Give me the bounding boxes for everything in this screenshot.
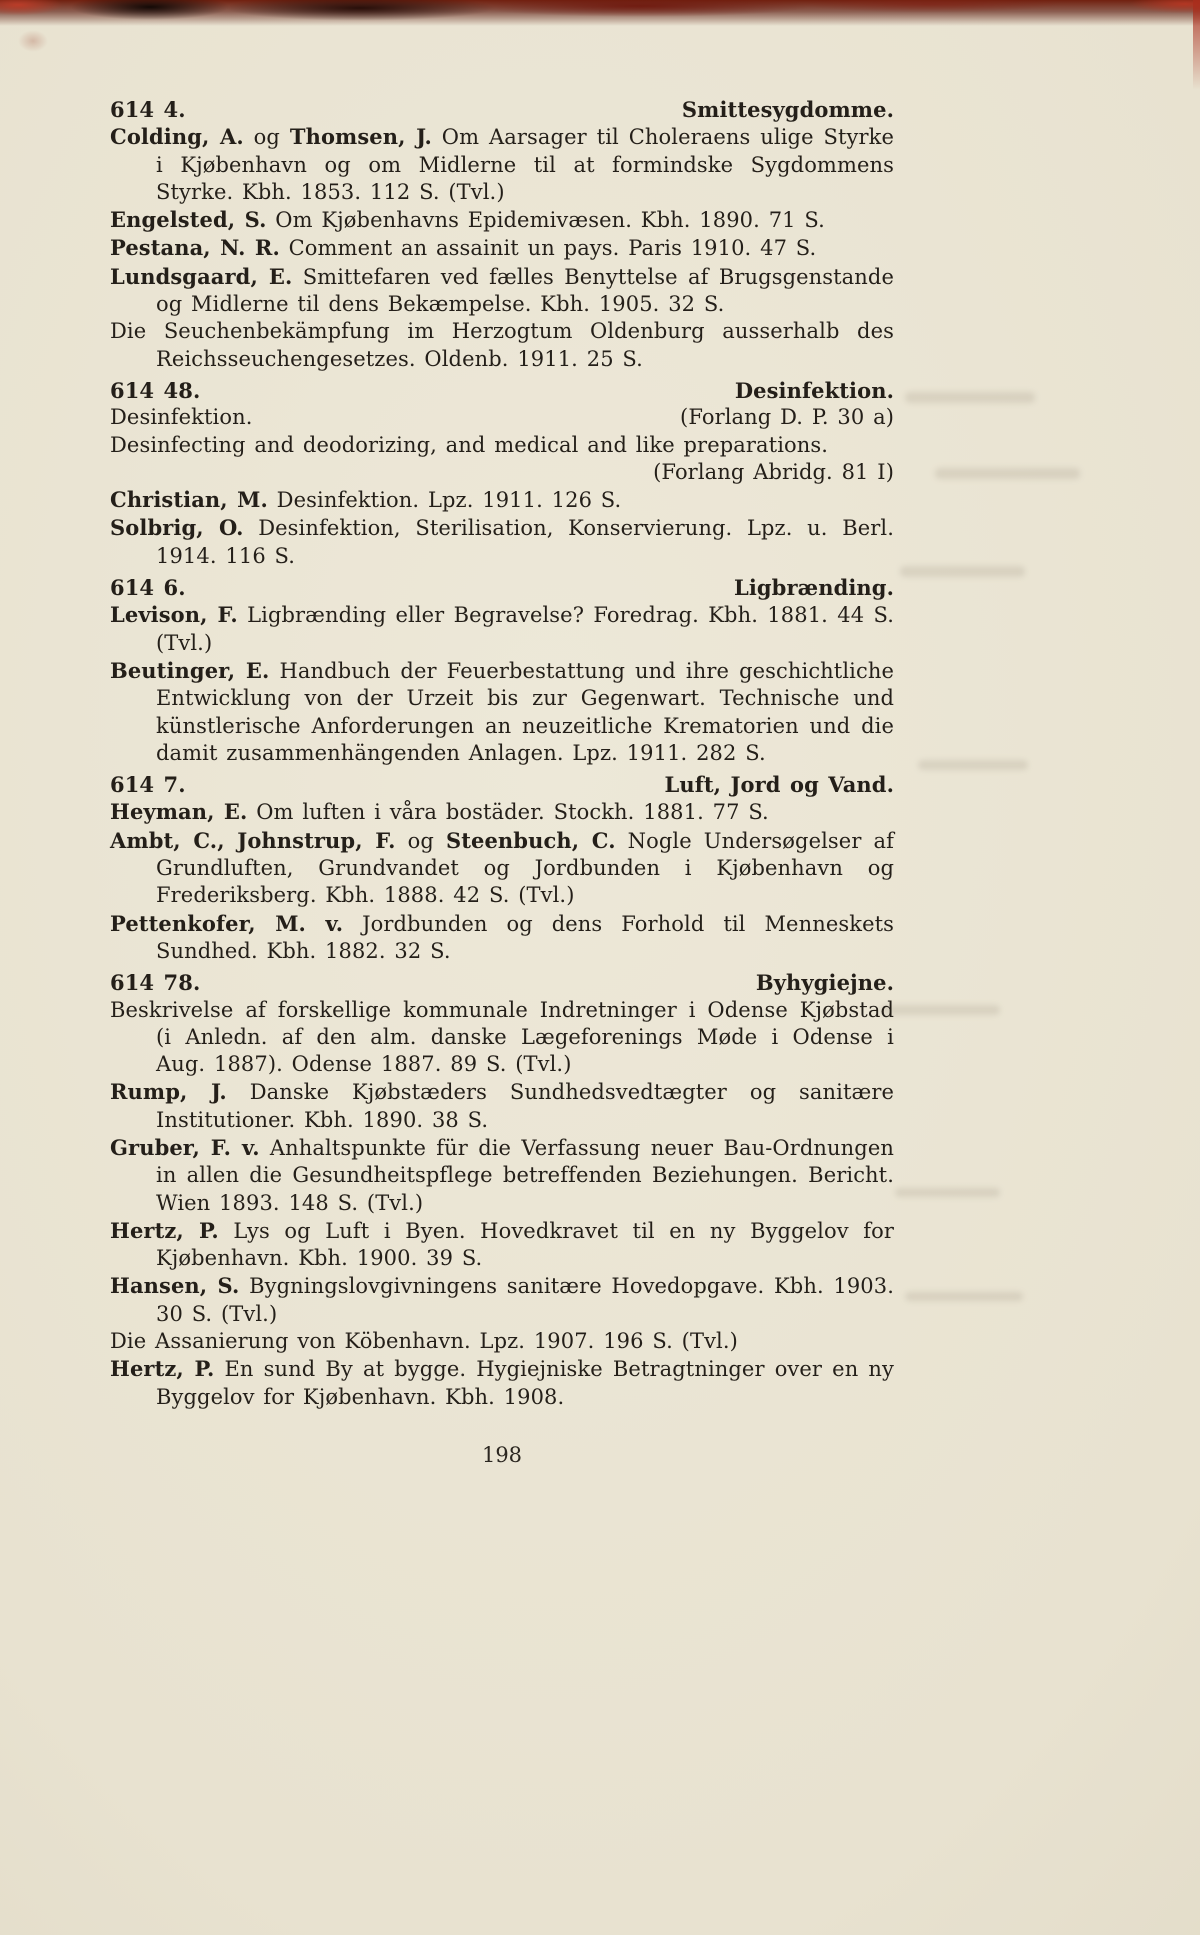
entry-text bbox=[110, 603, 894, 654]
entry-fragment: Lys og Luft i Byen. Hovedkravet til en ny Byggelov for Kjøbenhavn. Kbh. 1900. 39 S. bbox=[156, 1218, 894, 1271]
bibliography-entry bbox=[110, 1272, 894, 1328]
bibliography-entry bbox=[110, 1217, 894, 1273]
entry-text bbox=[110, 1274, 894, 1325]
author-name: Ambt, C., Johnstrup, F. bbox=[110, 827, 396, 853]
entry-text bbox=[110, 912, 894, 963]
entry-fragment: Desinfecting and deodorizing, and medical and like preparations. bbox=[110, 432, 829, 457]
bibliography-entry bbox=[110, 206, 894, 234]
entry-text bbox=[110, 404, 253, 431]
author-name: Lundsgaard, E. bbox=[110, 263, 293, 289]
entry-text bbox=[110, 236, 816, 260]
section-code: 614 7. bbox=[110, 772, 186, 798]
entry-text bbox=[110, 659, 894, 765]
ink-bleed-artifact bbox=[935, 468, 1080, 479]
section-header bbox=[110, 771, 894, 798]
entry-text bbox=[110, 208, 825, 232]
entry-text bbox=[110, 488, 621, 512]
section-code: 614 4. bbox=[110, 97, 186, 122]
entry-fragment: Die Seuchenbekämpfung im Herzogtum Oldenburg ausserhalb des Reichsseuchengesetzes. Oldenb. 1911. 25 S. bbox=[110, 319, 894, 371]
entry-fragment: Smittefaren ved fælles Benyttelse af Brugsgenstande og Midlerne til dens Bekæmpelse. Kbh. 1905. 32 S. bbox=[156, 264, 894, 317]
classification-section bbox=[110, 969, 894, 1411]
entry-fragment: Handbuch der Feuerbestattung und ihre geschichtliche Entwicklung von der Urzeit bis zur Gegenwart. Technische und künstlerische Anforderungen an neuzeitliche Krematorien und die damit zusammenhängenden Anlagen. Lpz. 1911. 282 S. bbox=[156, 658, 894, 765]
entry-fragment: Beskrivelse af forskellige kommunale Indretninger i Odense Kjøbstad (i Anledn. af den alm. danske Lægeforenings Møde i Odense i Aug. 1887). Odense 1887. 89 S. (Tvl.) bbox=[110, 997, 894, 1077]
bibliography-entry bbox=[110, 404, 894, 431]
entry-fragment: Om luften i våra bostäder. Stockh. 1881. 77 S. bbox=[247, 800, 769, 825]
entry-text bbox=[110, 800, 769, 824]
entry-text bbox=[110, 1357, 894, 1408]
author-name: Thomsen, J. bbox=[289, 124, 432, 150]
section-header bbox=[110, 969, 894, 996]
entry-text bbox=[110, 1329, 738, 1353]
bibliography-entry bbox=[110, 263, 894, 319]
page-number: 198 bbox=[481, 1443, 523, 1467]
entry-fragment: Desinfektion. Lpz. 1911. 126 S. bbox=[267, 488, 622, 513]
section-header bbox=[110, 377, 894, 404]
entry-fragment: Desinfektion. bbox=[110, 405, 253, 430]
catalog-note: (Forlang Abridg. 81 I) bbox=[653, 459, 894, 484]
ink-bleed-artifact bbox=[895, 1188, 1000, 1197]
entry-fragment: og bbox=[243, 125, 290, 150]
classification-section bbox=[110, 771, 894, 965]
bibliography-entry bbox=[110, 514, 894, 570]
entry-fragment: Ligbrænding eller Begravelse? Foredrag. Kbh. 1881. 44 S. (Tvl.) bbox=[156, 603, 895, 655]
author-name: Levison, F. bbox=[110, 602, 238, 628]
author-name: Rump, J. bbox=[110, 1079, 227, 1105]
section-heading: Smittesygdomme. bbox=[681, 97, 894, 122]
ink-bleed-artifact bbox=[905, 392, 1035, 403]
author-name: Colding, A. bbox=[110, 124, 244, 150]
bibliography-entry bbox=[110, 1328, 894, 1355]
ink-bleed-artifact bbox=[900, 566, 1025, 577]
entry-text bbox=[110, 998, 894, 1077]
ink-bleed-artifact bbox=[905, 1292, 1023, 1301]
bibliography-entry bbox=[110, 798, 894, 826]
bibliography-entry bbox=[110, 910, 894, 966]
section-heading: Luft, Jord og Vand. bbox=[664, 772, 894, 798]
entry-fragment: Die Assanierung von Köbenhavn. Lpz. 1907. 196 S. (Tvl.) bbox=[110, 1329, 738, 1354]
author-name: Engelsted, S. bbox=[110, 207, 267, 233]
section-code: 614 78. bbox=[110, 970, 201, 996]
classification-section bbox=[110, 574, 894, 767]
author-name: Hansen, S. bbox=[110, 1273, 240, 1299]
bibliography-entry bbox=[110, 432, 894, 487]
section-heading: Ligbrænding. bbox=[733, 575, 894, 601]
entry-text bbox=[110, 1219, 894, 1270]
section-header bbox=[110, 96, 894, 123]
bibliography-content bbox=[110, 96, 894, 1411]
section-heading: Byhygiejne. bbox=[755, 970, 894, 996]
bibliography-entry bbox=[110, 827, 894, 910]
entry-fragment: Desinfektion, Sterilisation, Konservierung. Lpz. u. Berl. 1914. 116 S. bbox=[156, 516, 894, 568]
scan-smudge-artifact bbox=[18, 30, 48, 52]
section-header bbox=[110, 574, 894, 601]
entry-fragment: og bbox=[395, 828, 446, 853]
author-name: Steenbuch, C. bbox=[445, 827, 616, 853]
author-name: Beutinger, E. bbox=[110, 657, 270, 683]
bibliography-entry bbox=[110, 123, 894, 206]
section-code: 614 48. bbox=[110, 377, 201, 403]
bibliography-entry bbox=[110, 1134, 894, 1217]
entry-fragment: Comment an assainit un pays. Paris 1910. 47 S. bbox=[279, 236, 817, 261]
author-name: Hertz, P. bbox=[110, 1356, 215, 1382]
author-name: Pettenkofer, M. v. bbox=[110, 910, 344, 936]
classification-section bbox=[110, 377, 894, 570]
entry-text bbox=[110, 125, 894, 204]
author-name: Gruber, F. v. bbox=[110, 1134, 260, 1160]
entry-fragment: Anhaltspunkte für die Verfassung neuer Bau-Ordnungen in allen die Gesundheitspflege betreffenden Beziehungen. Bericht. Wien 1893. 148 S. (Tvl.) bbox=[156, 1135, 894, 1215]
section-code: 614 6. bbox=[110, 575, 186, 601]
bibliography-entry bbox=[110, 1078, 894, 1134]
ink-bleed-artifact bbox=[880, 1005, 1000, 1015]
entry-text bbox=[110, 1136, 894, 1215]
bibliography-entry bbox=[110, 1355, 894, 1411]
scan-right-edge-artifact bbox=[1193, 0, 1200, 90]
catalog-note: (Forlang D. P. 30 a) bbox=[680, 405, 894, 430]
entry-fragment: Nogle Undersøgelser af Grundluften, Grundvandet og Jordbunden i Kjøbenhavn og Frederiksberg. Kbh. 1888. 42 S. (Tvl.) bbox=[156, 828, 894, 908]
bibliography-entry bbox=[110, 318, 894, 373]
entry-fragment: Om Kjøbenhavns Epidemivæsen. Kbh. 1890. 71 S. bbox=[266, 208, 825, 233]
author-name: Pestana, N. R. bbox=[110, 235, 280, 261]
bibliography-entry bbox=[110, 601, 894, 657]
author-name: Heyman, E. bbox=[110, 799, 248, 825]
classification-section bbox=[110, 96, 894, 373]
entry-text bbox=[110, 433, 828, 457]
entry-text bbox=[110, 516, 894, 567]
entry-fragment: Bygningslovgivningens sanitære Hovedopgave. Kbh. 1903. 30 S. (Tvl.) bbox=[156, 1274, 894, 1326]
entry-text bbox=[110, 319, 894, 370]
entry-text bbox=[110, 1080, 894, 1131]
entry-fragment: Jordbunden og dens Forhold til Menneskets Sundhed. Kbh. 1882. 32 S. bbox=[156, 911, 895, 963]
scan-top-edge-artifact bbox=[0, 0, 1200, 26]
entry-fragment: En sund By at bygge. Hygiejniske Betragtninger over en ny Byggelov for Kjøbenhavn. Kbh. 1908. bbox=[156, 1357, 895, 1409]
entry-fragment: Danske Kjøbstæders Sundhedsvedtægter og sanitære Institutioner. Kbh. 1890. 38 S. bbox=[156, 1080, 895, 1132]
bibliography-entry bbox=[110, 657, 894, 767]
bibliography-entry bbox=[110, 234, 894, 262]
bibliography-entry bbox=[110, 486, 894, 514]
entry-text bbox=[110, 829, 894, 908]
entry-fragment: Om Aarsager til Choleraens ulige Styrke i Kjøbenhavn og om Midlerne til at formindske Sygdommens Styrke. Kbh. 1853. 112 S. (Tvl.) bbox=[156, 125, 895, 204]
author-name: Solbrig, O. bbox=[110, 515, 244, 541]
author-name: Christian, M. bbox=[110, 487, 268, 513]
bibliography-entry bbox=[110, 997, 894, 1079]
entry-text bbox=[110, 265, 894, 316]
author-name: Hertz, P. bbox=[110, 1217, 219, 1243]
ink-bleed-artifact bbox=[918, 760, 1028, 770]
section-heading: Desinfektion. bbox=[734, 377, 894, 403]
